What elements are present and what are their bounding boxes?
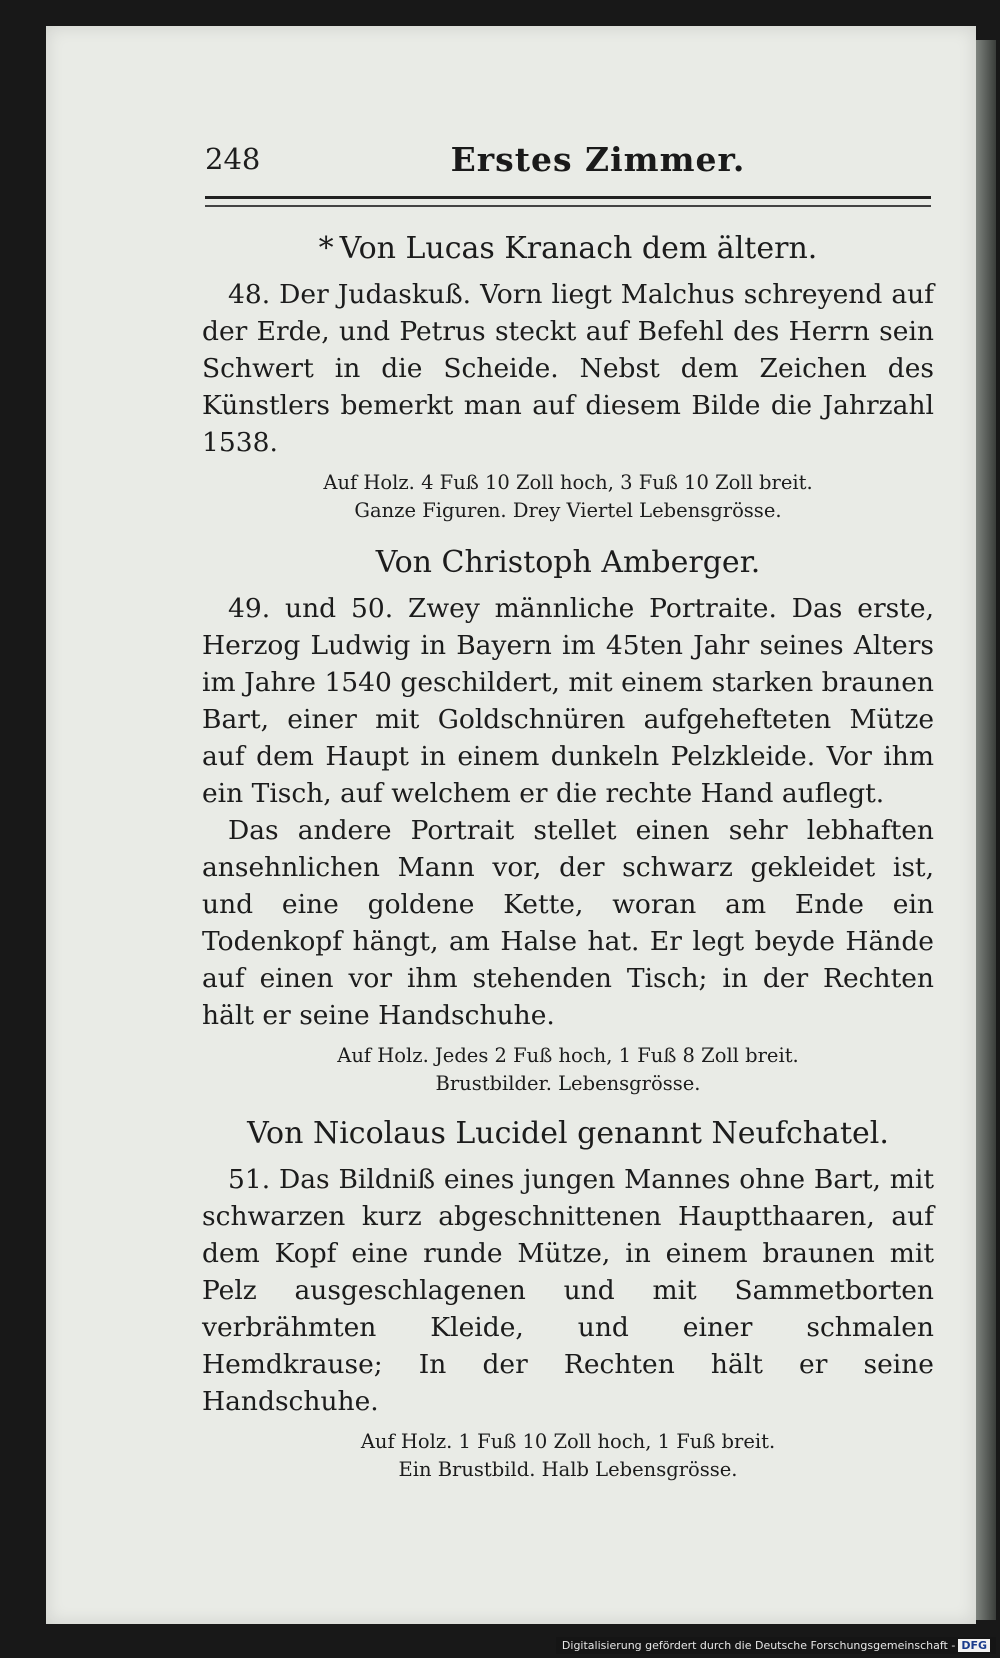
heading-text: Von Lucas Kranach dem ältern.	[339, 231, 818, 266]
section-heading-lucidel	[202, 1114, 934, 1153]
entry-details-49-50	[202, 1042, 934, 1098]
asterisk-mark: *	[318, 231, 334, 266]
running-head	[205, 142, 931, 186]
section-heading-amberger	[202, 543, 934, 582]
catalog-entry-51: 51. Das Bildniß eines jungen Mannes ohne Bart, mit schwarzen kurz abgeschnittenen Hauptthaaren, auf dem Kopf eine runde Mütze, in einem braunen mit Pelz ausgeschlagenen und mit Sammetborten verbrähmten Kleide, und einer schmalen Hemdkrause; In der Rechten hält er seine Handschuhe.	[202, 1164, 934, 1417]
figure-size-line: Ein Brustbild. Halb Lebensgrösse.	[398, 1458, 738, 1481]
catalog-entry-49-50-second-portrait: Das andere Portrait stellet einen sehr lebhaften ansehnlichen Mann vor, der schwarz gekleidet ist, und eine goldene Kette, woran am Ende ein Todenkopf hängt, am Halse hat. Er legt beyde Hände auf einen vor ihm stehenden Tisch; in der Rechten hält er seine Handschuhe.	[202, 815, 934, 1031]
dimensions-line: Auf Holz. 4 Fuß 10 Zoll hoch, 3 Fuß 10 Zoll breit.	[323, 471, 813, 494]
dimensions-line: Auf Holz. 1 Fuß 10 Zoll hoch, 1 Fuß breit.	[360, 1430, 776, 1453]
dfg-logo: DFG	[958, 1639, 990, 1652]
credit-text: Digitalisierung gefördert durch die Deutsche Forschungsgemeinschaft -	[561, 1639, 956, 1652]
catalog-entry-48: 48. Der Judaskuß. Vorn liegt Malchus schreyend auf der Erde, und Petrus steckt auf Befehl des Herrn sein Schwert in die Scheide. Nebst dem Zeichen des Künstlers bemerkt man auf diesem Bilde die Jahrzahl 1538.	[202, 279, 934, 458]
entry-details-51	[202, 1428, 934, 1484]
header-rule	[205, 196, 931, 207]
page-number: 248	[205, 142, 261, 176]
running-head-title: Erstes Zimmer.	[450, 140, 746, 179]
heading-text: Von Christoph Amberger.	[375, 545, 761, 580]
heading-text: Von Nicolaus Lucidel genannt Neufchatel.	[247, 1116, 889, 1151]
figure-size-line: Ganze Figuren. Drey Viertel Lebensgrösse.	[354, 499, 782, 522]
catalog-entry-49-50: 49. und 50. Zwey männliche Portraite. Das erste, Herzog Ludwig in Bayern im 45ten Jahr seines Alters im Jahre 1540 geschildert, mit einem starken braunen Bart, einer mit Goldschnüren aufgehefteten Mütze auf dem Haupt in einem dunkeln Pelzkleide. Vor ihm ein Tisch, auf welchem er die rechte Hand auflegt.	[202, 593, 934, 809]
entry-details-48	[202, 469, 934, 525]
section-heading-kranach	[202, 229, 934, 268]
figure-size-line: Brustbilder. Lebensgrösse.	[435, 1072, 701, 1095]
dimensions-line: Auf Holz. Jedes 2 Fuß hoch, 1 Fuß 8 Zoll breit.	[337, 1044, 799, 1067]
digitization-credit	[556, 1637, 996, 1654]
page-body	[202, 225, 934, 1498]
